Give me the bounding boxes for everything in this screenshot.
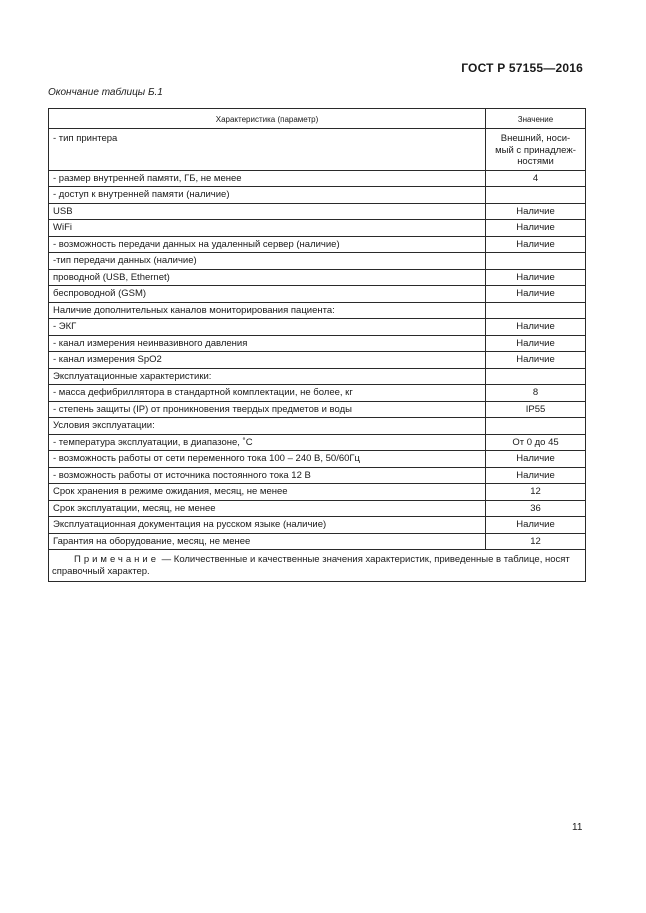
parameter-cell: Срок хранения в режиме ожидания, месяц, не менее bbox=[49, 484, 486, 501]
parameter-cell: Эксплуатационная документация на русском языке (наличие) bbox=[49, 517, 486, 534]
parameter-cell: - размер внутренней памяти, ГБ, не менее bbox=[49, 170, 486, 187]
note-text: — Количественные и качественные значения характеристик, приведенные в таблице, носят справочный характер. bbox=[52, 554, 570, 577]
table-row bbox=[49, 187, 586, 204]
parameter-cell: Наличие дополнительных каналов мониторирования пациента: bbox=[49, 302, 486, 319]
parameter-cell: - ЭКГ bbox=[49, 319, 486, 336]
note-label: Примечание bbox=[74, 554, 159, 565]
value-cell: IP55 bbox=[486, 401, 586, 418]
table-row bbox=[49, 236, 586, 253]
value-cell: Наличие bbox=[486, 319, 586, 336]
value-cell: Наличие bbox=[486, 203, 586, 220]
parameter-cell: - степень защиты (IP) от проникновения твердых предметов и воды bbox=[49, 401, 486, 418]
value-cell: Наличие bbox=[486, 269, 586, 286]
value-cell bbox=[486, 302, 586, 319]
table-row bbox=[49, 352, 586, 369]
parameter-cell: -тип передачи данных (наличие) bbox=[49, 253, 486, 270]
value-cell: Наличие bbox=[486, 286, 586, 303]
value-cell: 36 bbox=[486, 500, 586, 517]
value-cell: Наличие bbox=[486, 352, 586, 369]
parameter-cell: - возможность работы от сети переменного тока 100 – 240 В, 50/60Гц bbox=[49, 451, 486, 468]
table-row bbox=[49, 451, 586, 468]
parameter-cell: проводной (USB, Ethernet) bbox=[49, 269, 486, 286]
table-row bbox=[49, 517, 586, 534]
parameter-cell: WiFi bbox=[49, 220, 486, 237]
parameter-cell: Гарантия на оборудование, месяц, не менее bbox=[49, 533, 486, 550]
parameter-cell: - масса дефибриллятора в стандартной комплектации, не более, кг bbox=[49, 385, 486, 402]
table-row bbox=[49, 220, 586, 237]
value-cell: Наличие bbox=[486, 335, 586, 352]
page-number: 11 bbox=[572, 822, 583, 833]
table-row bbox=[49, 335, 586, 352]
value-cell: 8 bbox=[486, 385, 586, 402]
spec-table bbox=[48, 108, 586, 582]
value-cell: 12 bbox=[486, 533, 586, 550]
parameter-cell: - температура эксплуатации, в диапазоне, ˚С bbox=[49, 434, 486, 451]
table-row bbox=[49, 368, 586, 385]
table-header-row bbox=[49, 109, 586, 129]
table-row bbox=[49, 203, 586, 220]
parameter-cell: Условия эксплуатации: bbox=[49, 418, 486, 435]
table-row bbox=[49, 500, 586, 517]
value-cell bbox=[486, 253, 586, 270]
parameter-cell: Срок эксплуатации, месяц, не менее bbox=[49, 500, 486, 517]
table-row bbox=[49, 269, 586, 286]
table-row bbox=[49, 533, 586, 550]
parameter-cell: - доступ к внутренней памяти (наличие) bbox=[49, 187, 486, 204]
table-row bbox=[49, 385, 586, 402]
parameter-cell: - возможность передачи данных на удаленный сервер (наличие) bbox=[49, 236, 486, 253]
parameter-cell: беспроводной (GSM) bbox=[49, 286, 486, 303]
parameter-cell: - тип принтера bbox=[49, 129, 486, 171]
table-row bbox=[49, 302, 586, 319]
table-row bbox=[49, 253, 586, 270]
value-cell: От 0 до 45 bbox=[486, 434, 586, 451]
table-row bbox=[49, 484, 586, 501]
value-cell: 4 bbox=[486, 170, 586, 187]
parameter-cell: USB bbox=[49, 203, 486, 220]
value-cell: 12 bbox=[486, 484, 586, 501]
value-cell: Наличие bbox=[486, 220, 586, 237]
value-cell: Наличие bbox=[486, 451, 586, 468]
table-row bbox=[49, 170, 586, 187]
column-header-value: Значение bbox=[486, 109, 586, 129]
table-row bbox=[49, 418, 586, 435]
table-caption: Окончание таблицы Б.1 bbox=[48, 87, 163, 98]
table-row bbox=[49, 129, 586, 171]
table-row bbox=[49, 467, 586, 484]
table-note-row bbox=[49, 550, 586, 582]
value-line: Внешний, носи- мый с принадлеж- ностями bbox=[495, 133, 576, 167]
value-cell: Наличие bbox=[486, 467, 586, 484]
value-cell bbox=[486, 187, 586, 204]
table-row bbox=[49, 319, 586, 336]
value-cell: Наличие bbox=[486, 517, 586, 534]
table-row bbox=[49, 434, 586, 451]
value-cell bbox=[486, 368, 586, 385]
table-row bbox=[49, 401, 586, 418]
table-note bbox=[49, 550, 586, 582]
parameter-cell: - возможность работы от источника постоянного тока 12 В bbox=[49, 467, 486, 484]
table-row bbox=[49, 286, 586, 303]
parameter-cell: - канал измерения SpO2 bbox=[49, 352, 486, 369]
column-header-parameter: Характеристика (параметр) bbox=[49, 109, 486, 129]
parameter-cell: - канал измерения неинвазивного давления bbox=[49, 335, 486, 352]
value-cell bbox=[486, 129, 586, 171]
document-code: ГОСТ Р 57155—2016 bbox=[461, 61, 583, 75]
value-cell: Наличие bbox=[486, 236, 586, 253]
parameter-cell: Эксплуатационные характеристики: bbox=[49, 368, 486, 385]
value-cell bbox=[486, 418, 586, 435]
